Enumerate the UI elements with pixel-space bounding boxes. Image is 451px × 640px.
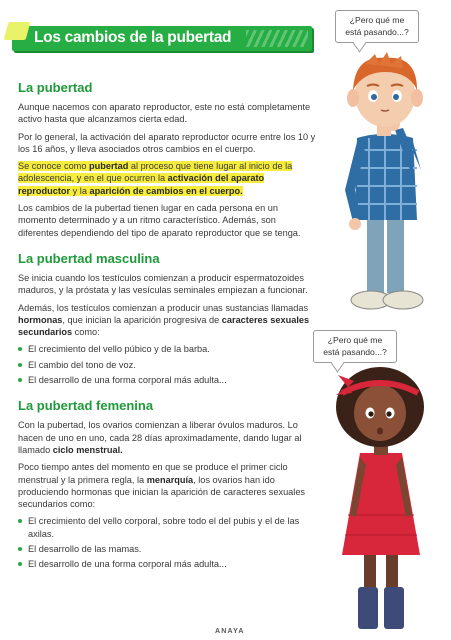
boy-illustration — [325, 50, 451, 320]
term-caracteres: caracteres sexuales secundarios — [18, 314, 310, 338]
speech-bubble-girl: ¿Pero qué me está pasando...? — [313, 330, 397, 363]
paragraph: Aunque nacemos con aparato reproductor, este no está completamente activo hasta que alcanzamos cierta edad. — [18, 102, 311, 125]
section-heading-pubertad: La pubertad — [18, 80, 93, 95]
highlighted-definition — [18, 160, 318, 197]
list-item: El desarrollo de las mamas. — [18, 543, 318, 555]
text-run: Poco tiempo antes del momento en que se produce el primer ciclo menstrual y la primera regla, la — [18, 462, 288, 485]
text-run: , los ovarios han ido produciendo hormonas que inician la aparición de caracteres sexuales secundarios como: — [18, 474, 306, 510]
highlight-text: Se conoce como — [18, 161, 89, 172]
speech-bubble-boy: ¿Pero qué me está pasando...? — [335, 10, 419, 43]
title-banner — [12, 26, 312, 51]
text-run: , que inician la aparición progresiva de — [62, 314, 222, 325]
paragraph — [18, 419, 318, 456]
highlight-text: al proceso que tiene lugar al inicio de la adolescencia, y en el que ocurren la — [18, 161, 293, 184]
term-pubertad: pubertad — [89, 161, 129, 172]
text-run: Con la pubertad, los ovarios comienzan a liberar óvulos maduros. Lo hacen de uno en uno, cada 28 días aproximadamente, dando lugar al llamado — [18, 420, 302, 455]
section-heading-masculina: La pubertad masculina — [18, 250, 160, 266]
paragraph: Los cambios de la pubertad tienen lugar en cada persona en un momento determinado y a un ritmo característico. Además, son diferentes dependiendo del tipo de aparato reproductor que se tenga. — [18, 203, 301, 238]
paragraph: Por lo general, la activación del aparato reproductor ocurre entre los 10 y los 16 años, y lleva asociados otros cambios en el cuerpo. — [18, 131, 316, 154]
highlight-text: y la — [70, 185, 90, 196]
term-cambios: aparición de cambios en el cuerpo. — [89, 185, 243, 196]
girl-illustration — [320, 365, 445, 640]
page-title: Los cambios de la pubertad — [34, 29, 232, 46]
list-item: El crecimiento del vello púbico y de la barba. — [18, 343, 318, 355]
paragraph — [18, 461, 318, 510]
bullet-list-femenina — [18, 515, 318, 570]
main-content — [18, 80, 318, 575]
list-item: El cambio del tono de voz. — [18, 359, 318, 371]
section-heading-femenina: La pubertad femenina — [18, 398, 154, 414]
term-activacion: activación del aparato reproductor — [18, 173, 265, 196]
term-menarquia: menarquía — [146, 474, 194, 485]
text-run: Además, los testículos comienzan a producir unas sustancias llamadas — [18, 302, 309, 313]
list-item: El desarrollo de una forma corporal más adulta... — [18, 558, 318, 570]
bullet-list-masculina — [18, 343, 318, 386]
paragraph — [18, 302, 318, 339]
paragraph: Se inicia cuando los testículos comienzan a producir espermatozoides maduros, y la próstata y las vesículas seminales empiezan a funcionar. — [18, 272, 308, 296]
publisher-footer: ANAYA — [215, 628, 245, 635]
text-run: como: — [72, 327, 100, 338]
term-ciclo: ciclo menstrual. — [52, 444, 123, 455]
term-hormonas: hormonas — [18, 314, 63, 325]
list-item: El crecimiento del vello corporal, sobre todo el del pubis y el de las axilas. — [18, 515, 318, 540]
title-decoration — [246, 30, 308, 47]
list-item: El desarrollo de una forma corporal más adulta... — [18, 374, 318, 386]
